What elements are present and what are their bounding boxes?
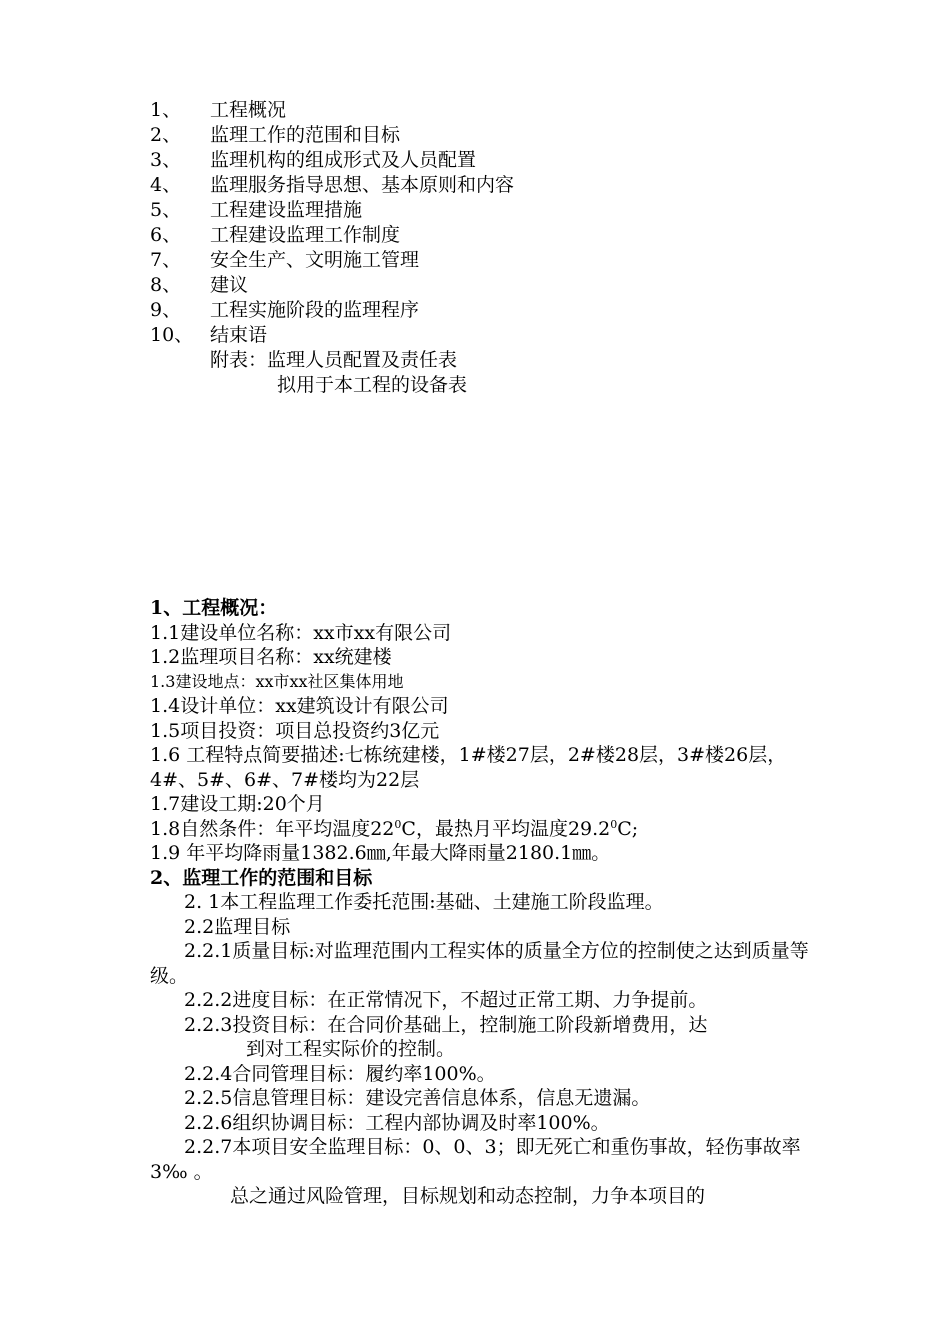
text-segment: C，最热月平均温度29.2 xyxy=(401,817,611,840)
paragraph-2-2-5: 2.2.5信息管理目标：建设完善信息体系，信息无遗漏。 xyxy=(184,1087,651,1109)
toc-item-title: 建议 xyxy=(210,274,249,296)
toc-item xyxy=(150,223,514,248)
toc-item-number: 9、 xyxy=(150,299,182,321)
toc-item-number: 6、 xyxy=(150,224,182,246)
toc-item xyxy=(150,173,514,198)
toc-item-number: 5、 xyxy=(150,199,182,221)
text-segment: 2.2.3投资目标：在合同价基础上，控制施工阶段新增费用，达 xyxy=(184,1013,708,1036)
paragraph-1-4: 1.4设计单位：xx建筑设计有限公司 xyxy=(150,695,449,717)
paragraph-1-5: 1.5项目投资：项目总投资约3亿元 xyxy=(150,719,440,742)
toc-item-title: 监理机构的组成形式及人员配置 xyxy=(210,149,477,171)
toc-item-title: 监理工作的范围和目标 xyxy=(210,124,401,146)
paragraph-2-1: 2. 1本工程监理工作委托范围:基础、土建施工阶段监理。 xyxy=(184,891,664,913)
toc-item xyxy=(150,198,514,223)
paragraph-2-2-3 xyxy=(150,1013,815,1062)
paragraph-1-8 xyxy=(150,817,815,842)
toc-item xyxy=(150,98,514,123)
toc-item xyxy=(150,273,514,298)
text-segment: 到对工程实际价的控制。 xyxy=(246,1038,456,1060)
text-segment: 2.2.7本项目安全监理目标：0、0、3；即无死亡和重伤事故，轻伤事故率3‰ 。 xyxy=(150,1136,801,1183)
toc-item xyxy=(150,123,514,148)
toc-item-title: 结束语 xyxy=(210,324,268,346)
paragraph-1-6: 1.6 工程特点简要描述:七栋统建楼，1#楼27层，2#楼28层，3#楼26层，4#、5#、6#、7#楼均为22层 xyxy=(150,744,787,791)
text-segment: 1.8自然条件：年平均温度22 xyxy=(150,817,395,840)
text-segment: C; xyxy=(617,817,639,840)
degree-superscript: 0 xyxy=(394,817,402,831)
paragraph-conclusion: 总之通过风险管理，目标规划和动态控制，力争本项目的 xyxy=(230,1185,706,1207)
section-heading-2: 2、监理工作的范围和目标 xyxy=(150,866,373,889)
paragraph-2-2: 2.2监理目标 xyxy=(184,915,291,938)
paragraph-2-2-1 xyxy=(150,939,815,988)
paragraph-2-2-6: 2.2.6组织协调目标：工程内部协调及时率100%。 xyxy=(184,1111,610,1134)
document-body xyxy=(150,596,815,1209)
toc-item-number: 7、 xyxy=(150,249,182,271)
toc-appendix-1: 附表：监理人员配置及责任表 xyxy=(210,349,458,371)
toc-item-number: 1、 xyxy=(150,99,182,121)
toc-item-number: 3、 xyxy=(150,149,182,171)
text-segment: 2.2.1质量目标:对监理范围内工程实体的质量全方位的控制使之达到质量等级。 xyxy=(150,940,809,987)
paragraph-2-2-7 xyxy=(150,1135,815,1184)
toc-item-title: 安全生产、文明施工管理 xyxy=(210,249,420,271)
toc-item xyxy=(150,323,514,348)
toc-item-number: 2、 xyxy=(150,124,182,146)
toc-appendix-2: 拟用于本工程的设备表 xyxy=(277,374,468,396)
table-of-contents xyxy=(150,98,514,398)
paragraph-1-2: 1.2监理项目名称：xx统建楼 xyxy=(150,646,392,668)
toc-item xyxy=(150,248,514,273)
toc-item-title: 监理服务指导思想、基本原则和内容 xyxy=(210,174,515,196)
paragraph-2-2-2: 2.2.2进度目标：在正常情况下，不超过正常工期、力争提前。 xyxy=(184,989,708,1011)
toc-item-title: 工程建设监理工作制度 xyxy=(210,224,401,246)
paragraph-1-9: 1.9 年平均降雨量1382.6㎜,年最大降雨量2180.1㎜。 xyxy=(150,842,611,864)
paragraph-1-7: 1.7建设工期:20个月 xyxy=(150,793,325,815)
degree-superscript: 0 xyxy=(610,817,618,831)
paragraph-1-1: 1.1建设单位名称：xx市xx有限公司 xyxy=(150,621,452,644)
toc-item xyxy=(150,298,514,323)
section-heading-1: 1、工程概况： xyxy=(150,597,278,619)
toc-item-number: 8、 xyxy=(150,274,182,296)
toc-item-number: 10、 xyxy=(150,324,194,346)
toc-item-number: 4、 xyxy=(150,174,182,196)
toc-item xyxy=(150,148,514,173)
paragraph-2-2-4: 2.2.4合同管理目标：履约率100%。 xyxy=(184,1062,496,1085)
toc-item-title: 工程概况 xyxy=(210,99,287,121)
toc-item-title: 工程实施阶段的监理程序 xyxy=(210,299,420,321)
paragraph-1-3: 1.3建设地点：xx市xx社区集体用地 xyxy=(150,671,404,691)
toc-item-title: 工程建设监理措施 xyxy=(210,199,363,221)
